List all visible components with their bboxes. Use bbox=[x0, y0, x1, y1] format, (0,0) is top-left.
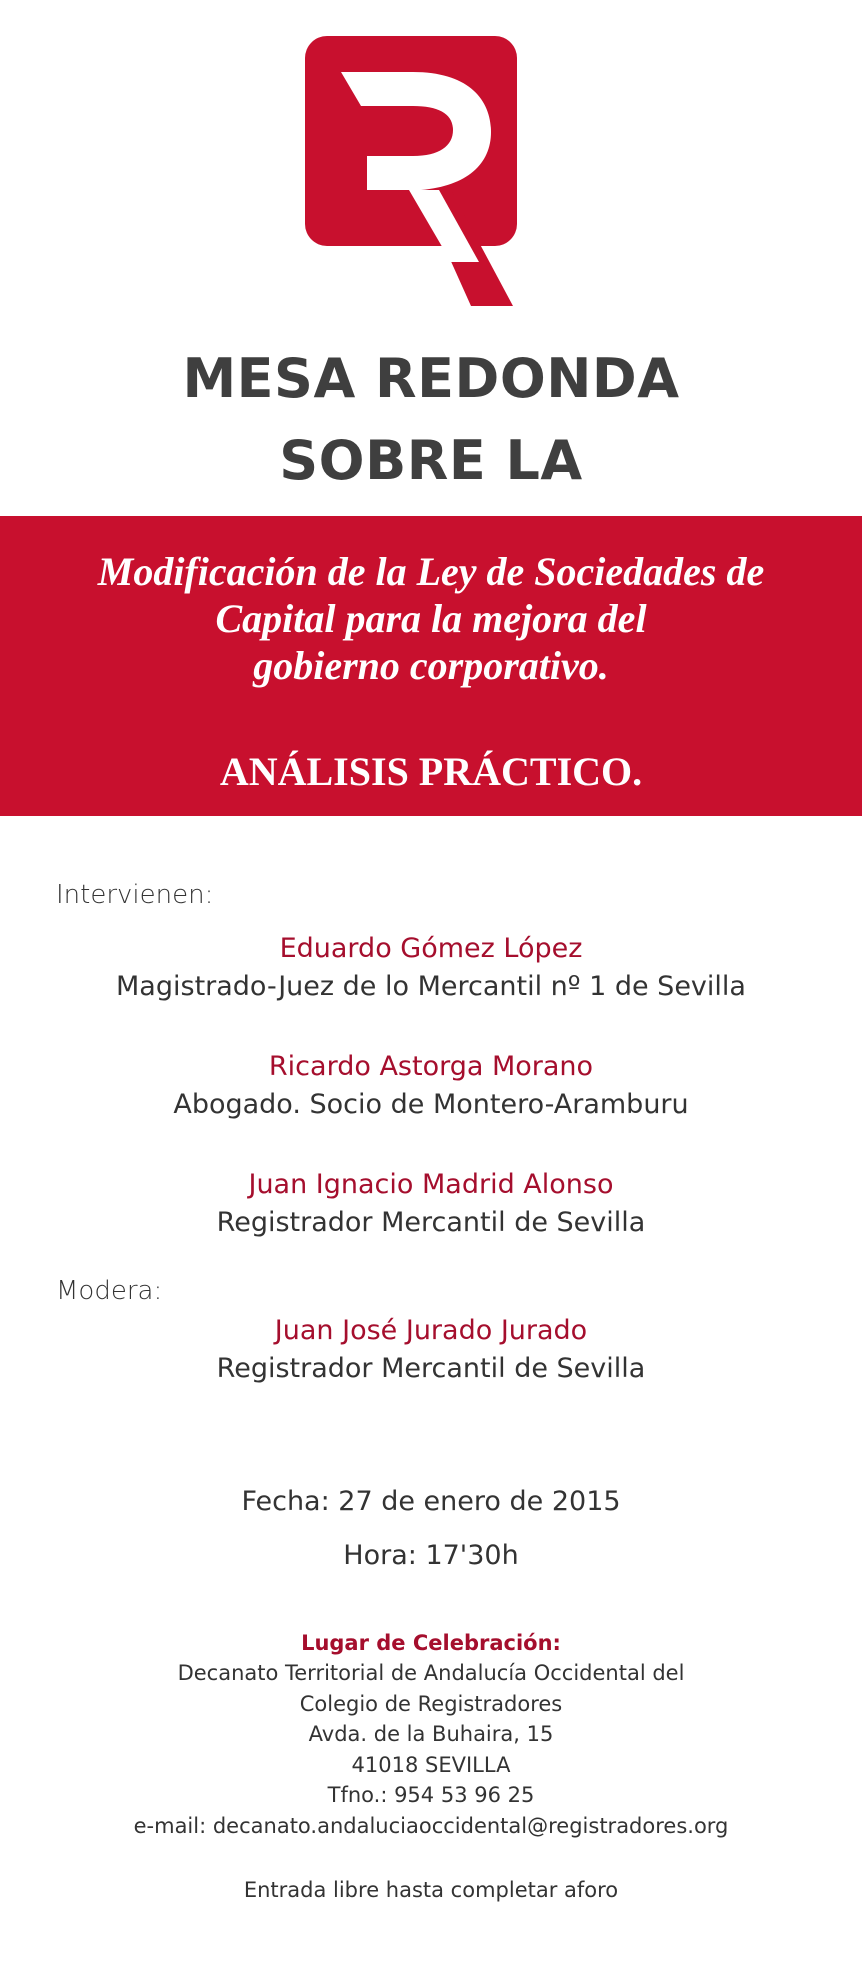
moderator-label: Modera: bbox=[56, 1276, 163, 1306]
entry-note: Entrada libre hasta completar aforo bbox=[243, 1878, 619, 1902]
heading-line-1: MESA REDONDA bbox=[182, 347, 680, 410]
registradores-r-logo-icon bbox=[301, 36, 521, 306]
speaker-role: Registrador Mercantil de Sevilla bbox=[216, 1207, 646, 1238]
speakers-label: Intervienen: bbox=[56, 880, 214, 910]
banner-analysis: ANÁLISIS PRÁCTICO. bbox=[219, 749, 643, 794]
venue-line: Colegio de Registradores bbox=[299, 1691, 563, 1716]
speaker-entry bbox=[0, 1048, 862, 1124]
venue-heading: Lugar de Celebración: bbox=[301, 1631, 561, 1655]
speaker-name: Ricardo Astorga Morano bbox=[268, 1051, 594, 1082]
speaker-role: Abogado. Socio de Montero-Aramburu bbox=[173, 1089, 689, 1120]
venue-phone: Tfno.: 954 53 96 25 bbox=[327, 1783, 535, 1808]
banner-subject-line: Modificación de la Ley de Sociedades de bbox=[97, 549, 765, 594]
event-date: Fecha: 27 de enero de 2015 bbox=[241, 1486, 621, 1517]
speaker-entry bbox=[0, 1166, 862, 1242]
venue-address: Avda. de la Buhaira, 15 bbox=[308, 1722, 554, 1747]
banner-subject bbox=[0, 548, 862, 689]
moderator-entry bbox=[0, 1312, 862, 1388]
venue-email: e-mail: decanato.andaluciaoccidental@registradores.org bbox=[133, 1813, 729, 1838]
speaker-role: Magistrado-Juez de lo Mercantil nº 1 de Sevilla bbox=[116, 971, 746, 1002]
topic-banner bbox=[0, 516, 862, 816]
speaker-entry bbox=[0, 930, 862, 1006]
moderator-name: Juan José Jurado Jurado bbox=[274, 1315, 588, 1346]
venue-city: 41018 SEVILLA bbox=[351, 1752, 511, 1777]
heading-line-2: SOBRE LA bbox=[279, 429, 583, 492]
banner-subject-line: Capital para la mejora del bbox=[215, 596, 647, 641]
speaker-name: Juan Ignacio Madrid Alonso bbox=[248, 1169, 614, 1200]
venue-line: Decanato Territorial de Andalucía Occidental del bbox=[177, 1661, 685, 1685]
speaker-name: Eduardo Gómez López bbox=[279, 933, 583, 964]
moderator-role: Registrador Mercantil de Sevilla bbox=[216, 1353, 646, 1384]
banner-subject-line: gobierno corporativo. bbox=[253, 643, 609, 688]
event-time: Hora: 17'30h bbox=[343, 1540, 519, 1571]
venue-block bbox=[0, 1628, 862, 1842]
